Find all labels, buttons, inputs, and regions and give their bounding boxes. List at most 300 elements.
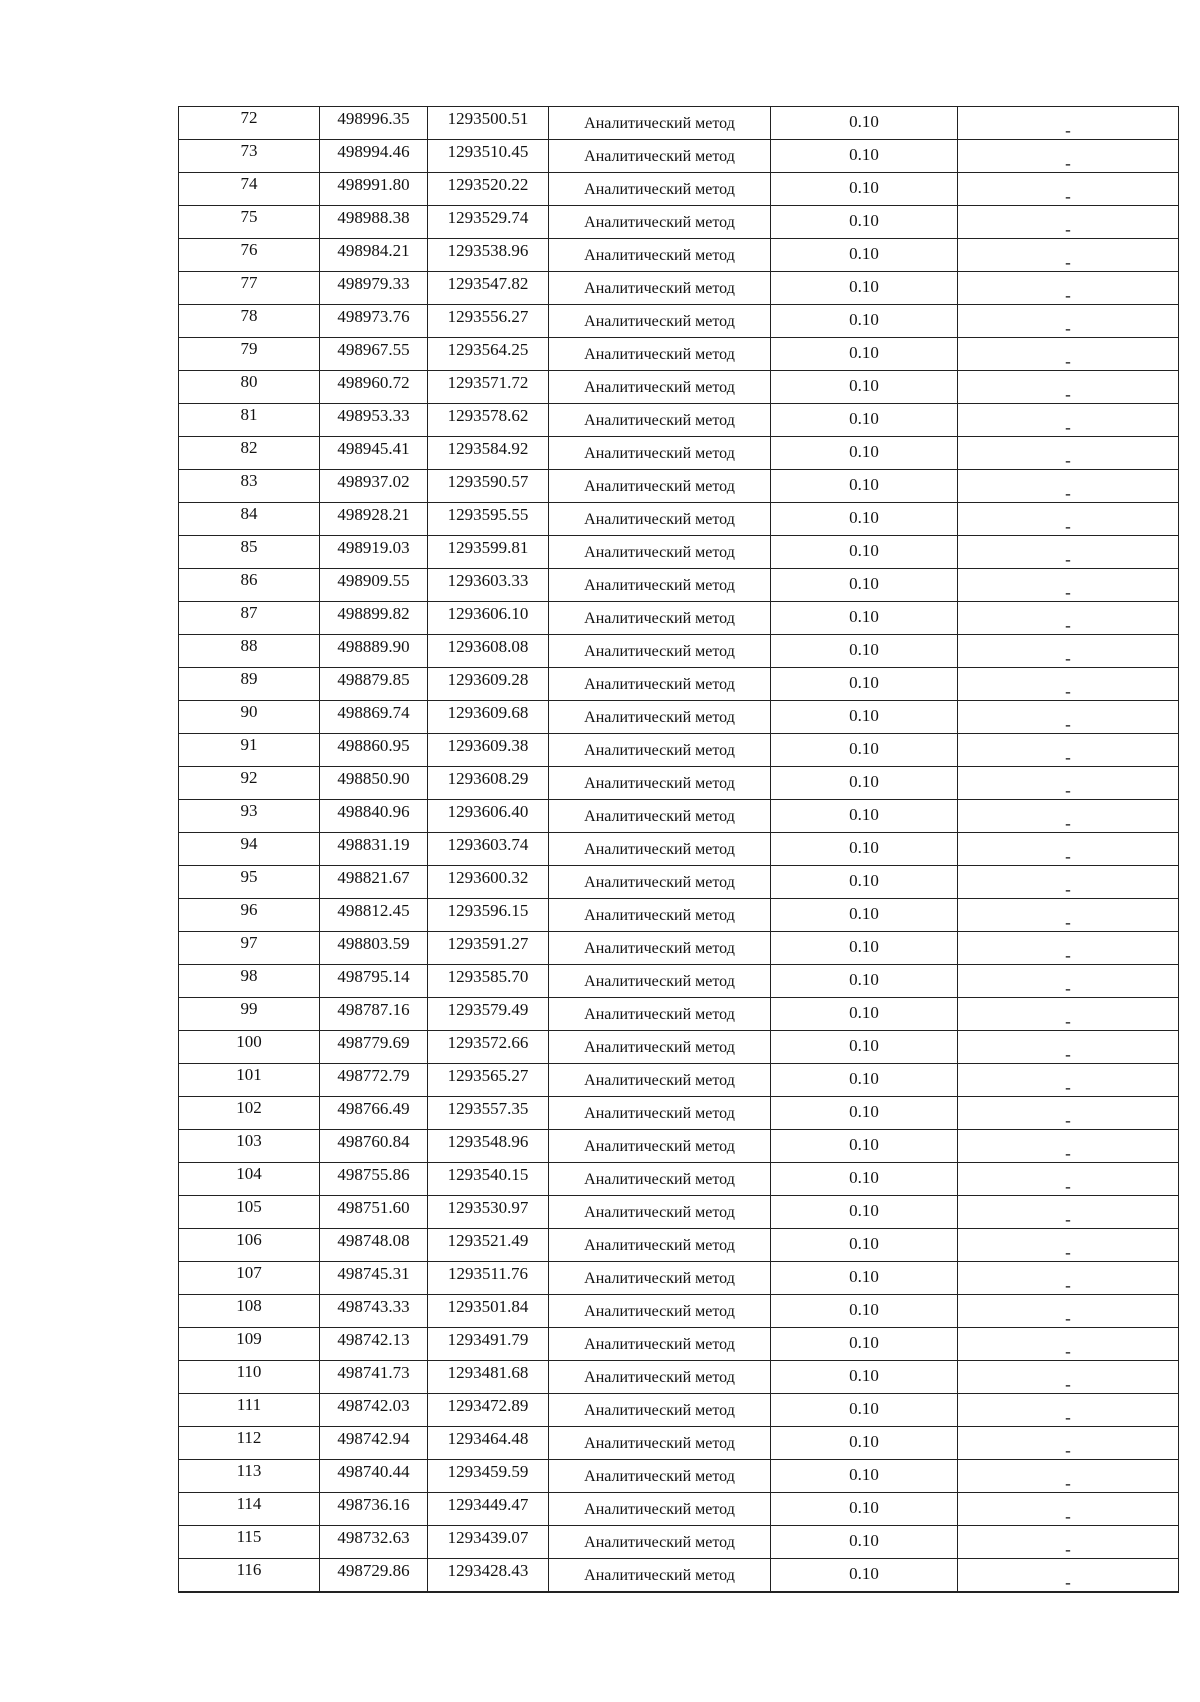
precision-cell: 0.10 <box>771 1229 958 1262</box>
precision-cell: 0.10 <box>771 1295 958 1328</box>
x-coordinate-cell: 498953.33 <box>320 404 428 437</box>
precision-cell: 0.10 <box>771 1526 958 1559</box>
x-coordinate-cell: 498979.33 <box>320 272 428 305</box>
point-number-cell: 102 <box>179 1097 320 1130</box>
precision-cell: 0.10 <box>771 107 958 140</box>
point-number-cell: 84 <box>179 503 320 536</box>
y-coordinate-cell: 1293596.15 <box>428 899 549 932</box>
table-row <box>179 173 1179 206</box>
precision-cell: 0.10 <box>771 701 958 734</box>
x-coordinate-cell: 498766.49 <box>320 1097 428 1130</box>
precision-cell: 0.10 <box>771 1130 958 1163</box>
note-cell: - <box>958 1460 1179 1493</box>
method-cell: Аналитический метод <box>549 272 771 305</box>
table-row <box>179 965 1179 998</box>
x-coordinate-cell: 498919.03 <box>320 536 428 569</box>
table-row <box>179 1031 1179 1064</box>
note-cell: - <box>958 635 1179 668</box>
y-coordinate-cell: 1293530.97 <box>428 1196 549 1229</box>
note-cell: - <box>958 1295 1179 1328</box>
point-number-cell: 81 <box>179 404 320 437</box>
note-cell: - <box>958 1097 1179 1130</box>
x-coordinate-cell: 498742.13 <box>320 1328 428 1361</box>
method-cell: Аналитический метод <box>549 569 771 602</box>
table-row <box>179 932 1179 965</box>
precision-cell: 0.10 <box>771 338 958 371</box>
table-row <box>179 1493 1179 1526</box>
precision-cell: 0.10 <box>771 767 958 800</box>
x-coordinate-cell: 498840.96 <box>320 800 428 833</box>
point-number-cell: 94 <box>179 833 320 866</box>
note-cell: - <box>958 602 1179 635</box>
method-cell: Аналитический метод <box>549 1394 771 1427</box>
precision-cell: 0.10 <box>771 899 958 932</box>
table-row <box>179 701 1179 734</box>
precision-cell: 0.10 <box>771 668 958 701</box>
table-row <box>179 305 1179 338</box>
table-row <box>179 767 1179 800</box>
point-number-cell: 96 <box>179 899 320 932</box>
precision-cell: 0.10 <box>771 1328 958 1361</box>
table-row <box>179 206 1179 239</box>
point-number-cell: 79 <box>179 338 320 371</box>
method-cell: Аналитический метод <box>549 1262 771 1295</box>
x-coordinate-cell: 498742.03 <box>320 1394 428 1427</box>
y-coordinate-cell: 1293501.84 <box>428 1295 549 1328</box>
table-row <box>179 635 1179 668</box>
coordinates-table <box>178 106 1179 1593</box>
precision-cell: 0.10 <box>771 1460 958 1493</box>
precision-cell: 0.10 <box>771 932 958 965</box>
y-coordinate-cell: 1293609.28 <box>428 668 549 701</box>
method-cell: Аналитический метод <box>549 140 771 173</box>
y-coordinate-cell: 1293590.57 <box>428 470 549 503</box>
x-coordinate-cell: 498899.82 <box>320 602 428 635</box>
point-number-cell: 95 <box>179 866 320 899</box>
y-coordinate-cell: 1293547.82 <box>428 272 549 305</box>
precision-cell: 0.10 <box>771 503 958 536</box>
note-cell: - <box>958 1064 1179 1097</box>
precision-cell: 0.10 <box>771 239 958 272</box>
method-cell: Аналитический метод <box>549 668 771 701</box>
precision-cell: 0.10 <box>771 1262 958 1295</box>
method-cell: Аналитический метод <box>549 635 771 668</box>
point-number-cell: 116 <box>179 1559 320 1593</box>
point-number-cell: 100 <box>179 1031 320 1064</box>
point-number-cell: 85 <box>179 536 320 569</box>
precision-cell: 0.10 <box>771 833 958 866</box>
method-cell: Аналитический метод <box>549 173 771 206</box>
x-coordinate-cell: 498988.38 <box>320 206 428 239</box>
x-coordinate-cell: 498732.63 <box>320 1526 428 1559</box>
method-cell: Аналитический метод <box>549 437 771 470</box>
y-coordinate-cell: 1293464.48 <box>428 1427 549 1460</box>
point-number-cell: 104 <box>179 1163 320 1196</box>
precision-cell: 0.10 <box>771 569 958 602</box>
table-row <box>179 1559 1179 1593</box>
x-coordinate-cell: 498821.67 <box>320 866 428 899</box>
precision-cell: 0.10 <box>771 173 958 206</box>
note-cell: - <box>958 1262 1179 1295</box>
method-cell: Аналитический метод <box>549 602 771 635</box>
method-cell: Аналитический метод <box>549 1493 771 1526</box>
precision-cell: 0.10 <box>771 1493 958 1526</box>
table-row <box>179 1097 1179 1130</box>
x-coordinate-cell: 498973.76 <box>320 305 428 338</box>
point-number-cell: 93 <box>179 800 320 833</box>
point-number-cell: 76 <box>179 239 320 272</box>
x-coordinate-cell: 498869.74 <box>320 701 428 734</box>
x-coordinate-cell: 498755.86 <box>320 1163 428 1196</box>
x-coordinate-cell: 498729.86 <box>320 1559 428 1593</box>
table-row <box>179 1163 1179 1196</box>
x-coordinate-cell: 498831.19 <box>320 833 428 866</box>
x-coordinate-cell: 498991.80 <box>320 173 428 206</box>
y-coordinate-cell: 1293572.66 <box>428 1031 549 1064</box>
precision-cell: 0.10 <box>771 965 958 998</box>
x-coordinate-cell: 498743.33 <box>320 1295 428 1328</box>
x-coordinate-cell: 498889.90 <box>320 635 428 668</box>
precision-cell: 0.10 <box>771 635 958 668</box>
y-coordinate-cell: 1293585.70 <box>428 965 549 998</box>
y-coordinate-cell: 1293578.62 <box>428 404 549 437</box>
table-row <box>179 602 1179 635</box>
point-number-cell: 73 <box>179 140 320 173</box>
method-cell: Аналитический метод <box>549 1361 771 1394</box>
y-coordinate-cell: 1293520.22 <box>428 173 549 206</box>
precision-cell: 0.10 <box>771 470 958 503</box>
precision-cell: 0.10 <box>771 371 958 404</box>
note-cell: - <box>958 1163 1179 1196</box>
note-cell: - <box>958 470 1179 503</box>
precision-cell: 0.10 <box>771 1064 958 1097</box>
precision-cell: 0.10 <box>771 1097 958 1130</box>
table-row <box>179 1130 1179 1163</box>
table-row <box>179 998 1179 1031</box>
table-row <box>179 470 1179 503</box>
y-coordinate-cell: 1293511.76 <box>428 1262 549 1295</box>
y-coordinate-cell: 1293591.27 <box>428 932 549 965</box>
precision-cell: 0.10 <box>771 437 958 470</box>
y-coordinate-cell: 1293608.29 <box>428 767 549 800</box>
table-row <box>179 140 1179 173</box>
method-cell: Аналитический метод <box>549 800 771 833</box>
note-cell: - <box>958 668 1179 701</box>
precision-cell: 0.10 <box>771 866 958 899</box>
y-coordinate-cell: 1293521.49 <box>428 1229 549 1262</box>
table-row <box>179 569 1179 602</box>
x-coordinate-cell: 498860.95 <box>320 734 428 767</box>
table-row <box>179 107 1179 140</box>
method-cell: Аналитический метод <box>549 1130 771 1163</box>
y-coordinate-cell: 1293538.96 <box>428 239 549 272</box>
note-cell: - <box>958 932 1179 965</box>
y-coordinate-cell: 1293603.33 <box>428 569 549 602</box>
point-number-cell: 97 <box>179 932 320 965</box>
method-cell: Аналитический метод <box>549 1031 771 1064</box>
note-cell: - <box>958 734 1179 767</box>
note-cell: - <box>958 338 1179 371</box>
method-cell: Аналитический метод <box>549 1427 771 1460</box>
note-cell: - <box>958 272 1179 305</box>
point-number-cell: 86 <box>179 569 320 602</box>
precision-cell: 0.10 <box>771 800 958 833</box>
y-coordinate-cell: 1293540.15 <box>428 1163 549 1196</box>
precision-cell: 0.10 <box>771 140 958 173</box>
note-cell: - <box>958 1559 1179 1593</box>
note-cell: - <box>958 1361 1179 1394</box>
x-coordinate-cell: 498742.94 <box>320 1427 428 1460</box>
note-cell: - <box>958 833 1179 866</box>
y-coordinate-cell: 1293565.27 <box>428 1064 549 1097</box>
method-cell: Аналитический метод <box>549 239 771 272</box>
table-row <box>179 899 1179 932</box>
point-number-cell: 105 <box>179 1196 320 1229</box>
point-number-cell: 90 <box>179 701 320 734</box>
x-coordinate-cell: 498879.85 <box>320 668 428 701</box>
table-row <box>179 668 1179 701</box>
note-cell: - <box>958 569 1179 602</box>
precision-cell: 0.10 <box>771 536 958 569</box>
point-number-cell: 108 <box>179 1295 320 1328</box>
table-row <box>179 536 1179 569</box>
x-coordinate-cell: 498909.55 <box>320 569 428 602</box>
point-number-cell: 72 <box>179 107 320 140</box>
x-coordinate-cell: 498996.35 <box>320 107 428 140</box>
note-cell: - <box>958 899 1179 932</box>
y-coordinate-cell: 1293584.92 <box>428 437 549 470</box>
point-number-cell: 78 <box>179 305 320 338</box>
point-number-cell: 101 <box>179 1064 320 1097</box>
point-number-cell: 77 <box>179 272 320 305</box>
method-cell: Аналитический метод <box>549 734 771 767</box>
table-row <box>179 1361 1179 1394</box>
method-cell: Аналитический метод <box>549 932 771 965</box>
precision-cell: 0.10 <box>771 1361 958 1394</box>
table-row <box>179 239 1179 272</box>
y-coordinate-cell: 1293606.40 <box>428 800 549 833</box>
note-cell: - <box>958 1526 1179 1559</box>
note-cell: - <box>958 140 1179 173</box>
x-coordinate-cell: 498748.08 <box>320 1229 428 1262</box>
point-number-cell: 113 <box>179 1460 320 1493</box>
point-number-cell: 107 <box>179 1262 320 1295</box>
table-row <box>179 437 1179 470</box>
x-coordinate-cell: 498736.16 <box>320 1493 428 1526</box>
y-coordinate-cell: 1293579.49 <box>428 998 549 1031</box>
y-coordinate-cell: 1293606.10 <box>428 602 549 635</box>
precision-cell: 0.10 <box>771 1394 958 1427</box>
note-cell: - <box>958 239 1179 272</box>
y-coordinate-cell: 1293603.74 <box>428 833 549 866</box>
table-row <box>179 1394 1179 1427</box>
point-number-cell: 80 <box>179 371 320 404</box>
method-cell: Аналитический метод <box>549 1097 771 1130</box>
note-cell: - <box>958 800 1179 833</box>
point-number-cell: 74 <box>179 173 320 206</box>
precision-cell: 0.10 <box>771 734 958 767</box>
x-coordinate-cell: 498795.14 <box>320 965 428 998</box>
x-coordinate-cell: 498928.21 <box>320 503 428 536</box>
y-coordinate-cell: 1293459.59 <box>428 1460 549 1493</box>
method-cell: Аналитический метод <box>549 1526 771 1559</box>
table-row <box>179 1427 1179 1460</box>
coordinates-table-body <box>179 107 1179 1593</box>
note-cell: - <box>958 767 1179 800</box>
note-cell: - <box>958 305 1179 338</box>
point-number-cell: 106 <box>179 1229 320 1262</box>
precision-cell: 0.10 <box>771 404 958 437</box>
table-row <box>179 1229 1179 1262</box>
note-cell: - <box>958 371 1179 404</box>
table-row <box>179 1196 1179 1229</box>
y-coordinate-cell: 1293548.96 <box>428 1130 549 1163</box>
y-coordinate-cell: 1293491.79 <box>428 1328 549 1361</box>
y-coordinate-cell: 1293557.35 <box>428 1097 549 1130</box>
x-coordinate-cell: 498745.31 <box>320 1262 428 1295</box>
method-cell: Аналитический метод <box>549 1295 771 1328</box>
method-cell: Аналитический метод <box>549 503 771 536</box>
precision-cell: 0.10 <box>771 206 958 239</box>
table-row <box>179 734 1179 767</box>
method-cell: Аналитический метод <box>549 965 771 998</box>
x-coordinate-cell: 498741.73 <box>320 1361 428 1394</box>
y-coordinate-cell: 1293609.68 <box>428 701 549 734</box>
point-number-cell: 87 <box>179 602 320 635</box>
x-coordinate-cell: 498937.02 <box>320 470 428 503</box>
x-coordinate-cell: 498984.21 <box>320 239 428 272</box>
note-cell: - <box>958 536 1179 569</box>
x-coordinate-cell: 498967.55 <box>320 338 428 371</box>
method-cell: Аналитический метод <box>549 767 771 800</box>
method-cell: Аналитический метод <box>549 1460 771 1493</box>
method-cell: Аналитический метод <box>549 404 771 437</box>
method-cell: Аналитический метод <box>549 701 771 734</box>
point-number-cell: 89 <box>179 668 320 701</box>
note-cell: - <box>958 107 1179 140</box>
method-cell: Аналитический метод <box>549 866 771 899</box>
point-number-cell: 110 <box>179 1361 320 1394</box>
table-row <box>179 272 1179 305</box>
precision-cell: 0.10 <box>771 1031 958 1064</box>
note-cell: - <box>958 1196 1179 1229</box>
precision-cell: 0.10 <box>771 272 958 305</box>
point-number-cell: 99 <box>179 998 320 1031</box>
table-row <box>179 1295 1179 1328</box>
method-cell: Аналитический метод <box>549 470 771 503</box>
y-coordinate-cell: 1293472.89 <box>428 1394 549 1427</box>
note-cell: - <box>958 1229 1179 1262</box>
method-cell: Аналитический метод <box>549 833 771 866</box>
table-row <box>179 371 1179 404</box>
note-cell: - <box>958 404 1179 437</box>
y-coordinate-cell: 1293595.55 <box>428 503 549 536</box>
point-number-cell: 112 <box>179 1427 320 1460</box>
precision-cell: 0.10 <box>771 305 958 338</box>
x-coordinate-cell: 498779.69 <box>320 1031 428 1064</box>
point-number-cell: 109 <box>179 1328 320 1361</box>
point-number-cell: 98 <box>179 965 320 998</box>
y-coordinate-cell: 1293449.47 <box>428 1493 549 1526</box>
note-cell: - <box>958 503 1179 536</box>
note-cell: - <box>958 173 1179 206</box>
point-number-cell: 82 <box>179 437 320 470</box>
x-coordinate-cell: 498994.46 <box>320 140 428 173</box>
y-coordinate-cell: 1293599.81 <box>428 536 549 569</box>
point-number-cell: 111 <box>179 1394 320 1427</box>
note-cell: - <box>958 1328 1179 1361</box>
method-cell: Аналитический метод <box>549 536 771 569</box>
x-coordinate-cell: 498850.90 <box>320 767 428 800</box>
note-cell: - <box>958 866 1179 899</box>
x-coordinate-cell: 498812.45 <box>320 899 428 932</box>
method-cell: Аналитический метод <box>549 107 771 140</box>
point-number-cell: 114 <box>179 1493 320 1526</box>
table-row <box>179 1064 1179 1097</box>
precision-cell: 0.10 <box>771 1163 958 1196</box>
y-coordinate-cell: 1293571.72 <box>428 371 549 404</box>
y-coordinate-cell: 1293600.32 <box>428 866 549 899</box>
point-number-cell: 115 <box>179 1526 320 1559</box>
precision-cell: 0.10 <box>771 998 958 1031</box>
y-coordinate-cell: 1293439.07 <box>428 1526 549 1559</box>
x-coordinate-cell: 498945.41 <box>320 437 428 470</box>
method-cell: Аналитический метод <box>549 899 771 932</box>
table-row <box>179 866 1179 899</box>
y-coordinate-cell: 1293500.51 <box>428 107 549 140</box>
method-cell: Аналитический метод <box>549 371 771 404</box>
method-cell: Аналитический метод <box>549 1229 771 1262</box>
y-coordinate-cell: 1293564.25 <box>428 338 549 371</box>
table-row <box>179 503 1179 536</box>
note-cell: - <box>958 1031 1179 1064</box>
table-row <box>179 1328 1179 1361</box>
point-number-cell: 75 <box>179 206 320 239</box>
y-coordinate-cell: 1293529.74 <box>428 206 549 239</box>
note-cell: - <box>958 206 1179 239</box>
x-coordinate-cell: 498772.79 <box>320 1064 428 1097</box>
method-cell: Аналитический метод <box>549 998 771 1031</box>
note-cell: - <box>958 998 1179 1031</box>
x-coordinate-cell: 498787.16 <box>320 998 428 1031</box>
method-cell: Аналитический метод <box>549 338 771 371</box>
table-row <box>179 833 1179 866</box>
point-number-cell: 83 <box>179 470 320 503</box>
precision-cell: 0.10 <box>771 602 958 635</box>
point-number-cell: 91 <box>179 734 320 767</box>
x-coordinate-cell: 498740.44 <box>320 1460 428 1493</box>
table-row <box>179 404 1179 437</box>
x-coordinate-cell: 498960.72 <box>320 371 428 404</box>
method-cell: Аналитический метод <box>549 1064 771 1097</box>
point-number-cell: 88 <box>179 635 320 668</box>
precision-cell: 0.10 <box>771 1427 958 1460</box>
method-cell: Аналитический метод <box>549 1559 771 1593</box>
x-coordinate-cell: 498751.60 <box>320 1196 428 1229</box>
y-coordinate-cell: 1293510.45 <box>428 140 549 173</box>
table-row <box>179 1526 1179 1559</box>
table-row <box>179 1262 1179 1295</box>
method-cell: Аналитический метод <box>549 206 771 239</box>
precision-cell: 0.10 <box>771 1196 958 1229</box>
y-coordinate-cell: 1293609.38 <box>428 734 549 767</box>
y-coordinate-cell: 1293608.08 <box>428 635 549 668</box>
method-cell: Аналитический метод <box>549 305 771 338</box>
note-cell: - <box>958 701 1179 734</box>
method-cell: Аналитический метод <box>549 1328 771 1361</box>
note-cell: - <box>958 965 1179 998</box>
method-cell: Аналитический метод <box>549 1196 771 1229</box>
